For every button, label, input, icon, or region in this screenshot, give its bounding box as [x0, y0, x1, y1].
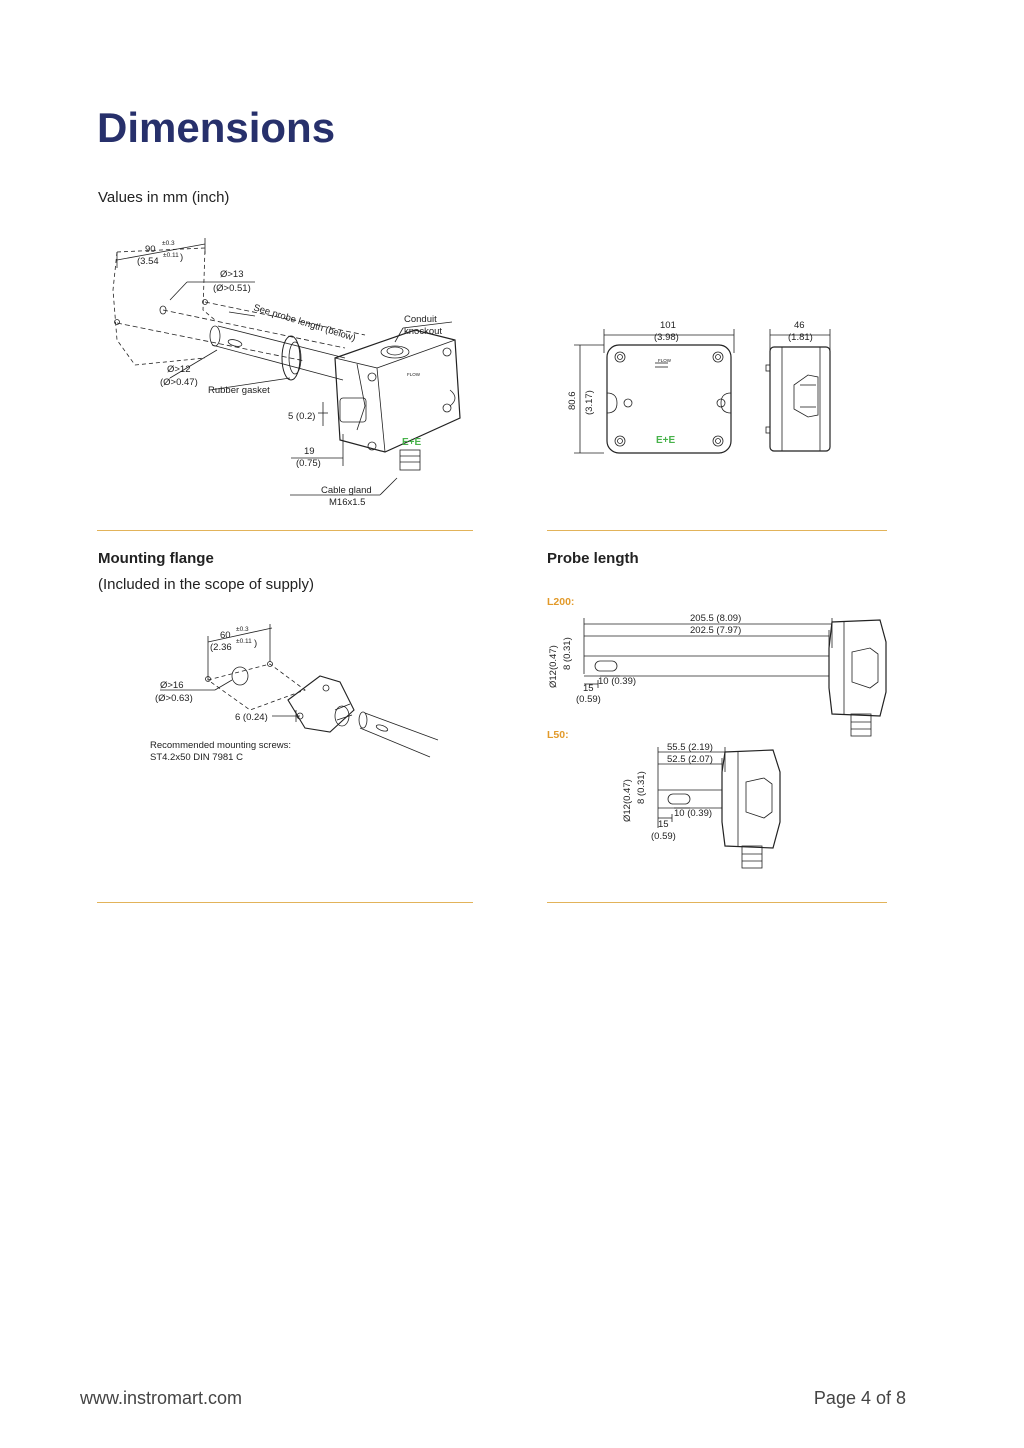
footer-website-link[interactable]: www.instromart.com	[80, 1388, 243, 1408]
ee-logo: E+E	[656, 435, 676, 446]
dim-90-inch-tolerance: ±0.11	[163, 252, 179, 259]
l200-inner-length: 202.5 (7.97)	[690, 625, 742, 636]
dim-90: 90	[145, 244, 156, 255]
dim-80-6: 80.6	[567, 391, 578, 410]
section-divider	[547, 902, 887, 903]
section-divider	[547, 530, 887, 531]
l200-diameter: Ø12(0.47)	[548, 645, 559, 688]
l200-dim-8: 8 (0.31)	[562, 637, 573, 670]
dim-d13: Ø>13	[220, 269, 244, 280]
conduit-knockout-label-1: Conduit	[404, 314, 437, 325]
dim-d12-inch: (Ø>0.47)	[160, 377, 198, 388]
mounting-screws-label-2: ST4.2x50 DIN 7981 C	[150, 752, 243, 763]
cable-gland-label-1: Cable gland	[321, 485, 372, 496]
dim-46: 46	[794, 320, 805, 331]
dim-80-6-inch: (3.17)	[584, 390, 595, 415]
section-divider	[97, 530, 473, 531]
dim-19: 19	[304, 446, 315, 457]
cable-gland-label-2: M16x1.5	[329, 497, 366, 508]
flow-marking: FLOW	[658, 358, 671, 363]
l200-total-length: 205.5 (8.09)	[690, 613, 742, 624]
probe-length-drawing	[540, 592, 890, 892]
l50-label: L50:	[547, 729, 569, 741]
dim-60-inch: (2.36	[210, 642, 232, 653]
front-view-drawing	[560, 315, 740, 465]
dim-90-paren: )	[180, 252, 184, 263]
l50-inner-length: 52.5 (2.07)	[667, 754, 713, 765]
dim-101-inch: (3.98)	[654, 332, 679, 343]
dim-5: 5 (0.2)	[288, 411, 316, 422]
ee-logo: E+E	[402, 437, 422, 448]
l50-dim-15: 15	[658, 819, 669, 830]
dim-6: 6 (0.24)	[235, 712, 268, 723]
dim-90-tolerance: ±0.3	[162, 240, 175, 247]
dim-60: 60	[220, 630, 231, 641]
dim-46-inch: (1.81)	[788, 332, 813, 343]
probe-length-title: Probe length	[547, 550, 639, 567]
mounting-screws-label-1: Recommended mounting screws:	[150, 740, 291, 751]
dim-101: 101	[660, 320, 676, 331]
dim-d16-inch: (Ø>0.63)	[155, 693, 193, 704]
l50-diameter: Ø12(0.47)	[622, 779, 633, 822]
dim-d13-inch: (Ø>0.51)	[213, 283, 251, 294]
rubber-gasket-label: Rubber gasket	[208, 385, 270, 396]
l50-total-length: 55.5 (2.19)	[667, 742, 713, 753]
l50-dim-8: 8 (0.31)	[636, 771, 647, 804]
units-note: Values in mm (inch)	[98, 189, 230, 206]
l200-dim-15-inch: (0.59)	[576, 694, 601, 705]
dim-19-inch: (0.75)	[296, 458, 321, 469]
l200-label: L200:	[547, 596, 575, 608]
flow-marking: FLOW	[407, 372, 420, 377]
mounting-flange-note: (Included in the scope of supply)	[98, 576, 314, 593]
dim-d12: Ø>12	[167, 364, 191, 375]
mounting-flange-drawing	[140, 620, 450, 770]
l200-dim-15: 15	[583, 683, 594, 694]
main-isometric-drawing	[95, 230, 485, 520]
dim-60-paren: )	[254, 638, 258, 649]
dim-60-tolerance: ±0.3	[236, 626, 249, 633]
mounting-flange-title: Mounting flange	[98, 550, 214, 567]
page-title: Dimensions	[97, 104, 336, 151]
l50-dim-10: 10 (0.39)	[674, 808, 713, 819]
dim-90-inch: (3.54	[137, 256, 159, 267]
dim-60-inch-tolerance: ±0.11	[236, 638, 252, 645]
l200-dim-10: 10 (0.39)	[598, 676, 637, 687]
section-divider	[97, 902, 473, 903]
l50-dim-15-inch: (0.59)	[651, 831, 676, 842]
dim-d16: Ø>16	[160, 680, 184, 691]
probe-length-note: See probe length (below)	[252, 302, 357, 344]
conduit-knockout-label-2: knockout	[404, 326, 443, 337]
side-view-drawing	[760, 315, 840, 465]
page-number: Page 4 of 8	[813, 1388, 906, 1408]
